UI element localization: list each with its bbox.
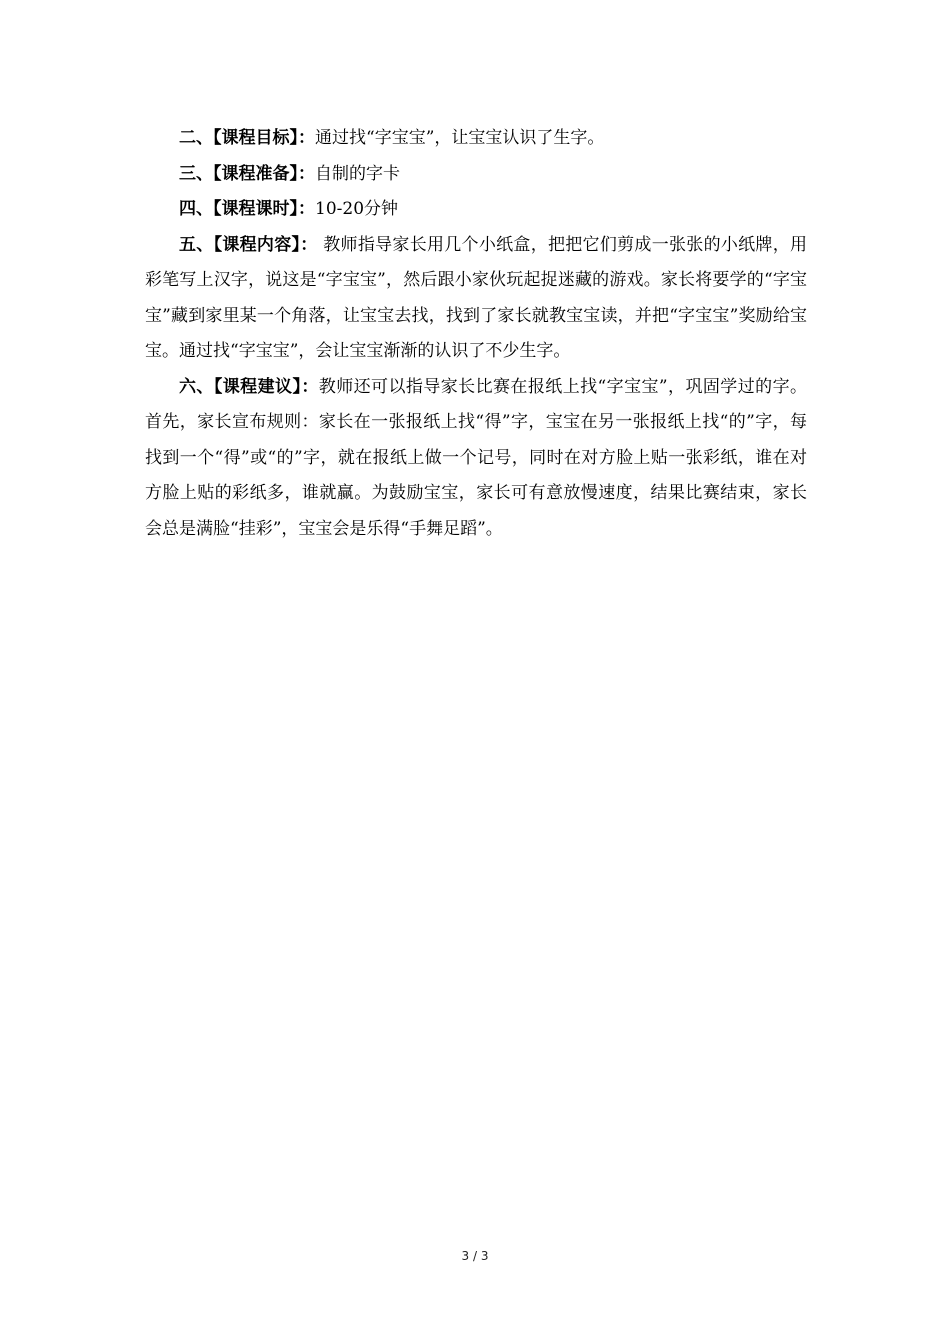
- section-preparation-text: 自制的字卡: [315, 163, 400, 184]
- section-preparation: [145, 157, 807, 193]
- document-body: [145, 121, 807, 547]
- section-goal: [145, 121, 807, 157]
- section-suggestion: [145, 370, 807, 548]
- section-content-text: 教师指导家长用几个小纸盒，把把它们剪成一张张的小纸牌，用彩笔写上汉字，说这是“字宝宝”，然后跟小家伙玩起捉迷藏的游戏。家长将要学的“字宝宝”藏到家里某一个角落，让宝宝去找，找到了家长就教宝宝读，并把“字宝宝”奖励给宝宝。通过找“字宝宝”，会让宝宝渐渐的认识了不少生字。: [145, 234, 807, 361]
- section-suggestion-text: 教师还可以指导家长比赛在报纸上找“字宝宝”，巩固学过的字。首先，家长宣布规则：家长在一张报纸上找“得”字，宝宝在另一张报纸上找“的”字，每找到一个“得”或“的”字，就在报纸上做一个记号，同时在对方脸上贴一张彩纸，谁在对方脸上贴的彩纸多，谁就赢。为鼓励宝宝，家长可有意放慢速度，结果比赛结束，家长会总是满脸“挂彩”，宝宝会是乐得“手舞足蹈”。: [145, 376, 807, 539]
- section-content-heading: 五、【课程内容】：: [179, 234, 318, 255]
- section-content: [145, 228, 807, 370]
- section-duration-heading: 四、【课程课时】：: [179, 199, 315, 219]
- section-duration: [145, 192, 807, 228]
- section-goal-text: 通过找“字宝宝”，让宝宝认识了生字。: [315, 128, 605, 148]
- section-goal-heading: 二、【课程目标】：: [179, 128, 315, 148]
- section-duration-text: 10-20分钟: [315, 199, 399, 219]
- section-suggestion-heading: 六、【课程建议】：: [179, 376, 319, 397]
- section-preparation-heading: 三、【课程准备】：: [179, 163, 315, 184]
- page-number: 3 / 3: [461, 1249, 489, 1263]
